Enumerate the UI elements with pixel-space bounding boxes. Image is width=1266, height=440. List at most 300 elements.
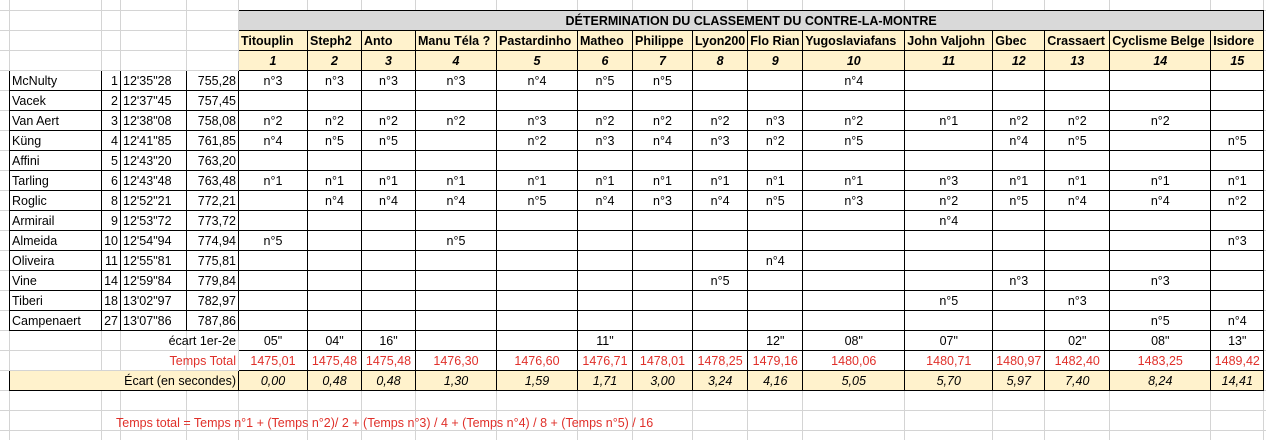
participant-name[interactable]: Yugoslaviafans (803, 31, 905, 51)
pick-cell[interactable] (633, 251, 693, 271)
pick-cell[interactable] (748, 231, 803, 251)
pick-cell[interactable]: n°3 (308, 71, 362, 91)
ecart-secondes-value[interactable]: 1,71 (578, 371, 633, 391)
rider-time[interactable]: 12'52"21 (121, 191, 187, 211)
pick-cell[interactable] (1045, 151, 1110, 171)
pick-cell[interactable]: n°5 (362, 131, 416, 151)
ecart-1er-2e-value[interactable]: 11" (578, 331, 633, 351)
participant-number[interactable]: 10 (803, 51, 905, 71)
pick-cell[interactable] (1045, 71, 1110, 91)
pick-cell[interactable] (1110, 251, 1211, 271)
rider-name[interactable]: Affini (10, 151, 102, 171)
rider-time[interactable]: 12'38"08 (121, 111, 187, 131)
pick-cell[interactable] (497, 251, 578, 271)
participant-name[interactable]: Manu Téla ? (416, 31, 497, 51)
pick-cell[interactable] (748, 211, 803, 231)
pick-cell[interactable]: n°5 (905, 291, 993, 311)
temps-total-value[interactable]: 1480,97 (993, 351, 1045, 371)
ecart-1er-2e-value[interactable]: 13" (1211, 331, 1264, 351)
temps-total-value[interactable]: 1476,60 (497, 351, 578, 371)
pick-cell[interactable]: n°5 (497, 191, 578, 211)
pick-cell[interactable] (497, 151, 578, 171)
pick-cell[interactable] (803, 291, 905, 311)
pick-cell[interactable]: n°3 (578, 131, 633, 151)
pick-cell[interactable]: n°4 (905, 211, 993, 231)
pick-cell[interactable] (1110, 91, 1211, 111)
participant-number[interactable]: 4 (416, 51, 497, 71)
pick-cell[interactable] (803, 91, 905, 111)
pick-cell[interactable] (1045, 271, 1110, 291)
pick-cell[interactable]: n°3 (1211, 231, 1264, 251)
pick-cell[interactable] (362, 91, 416, 111)
pick-cell[interactable] (905, 251, 993, 271)
pick-cell[interactable] (578, 291, 633, 311)
pick-cell[interactable] (993, 151, 1045, 171)
pick-cell[interactable]: n°5 (308, 131, 362, 151)
temps-total-value[interactable]: 1475,48 (308, 351, 362, 371)
temps-total-value[interactable]: 1489,42 (1211, 351, 1264, 371)
ecart-1er-2e-value[interactable]: 08" (1110, 331, 1211, 351)
pick-cell[interactable]: n°1 (748, 171, 803, 191)
pick-cell[interactable]: n°5 (633, 71, 693, 91)
pick-cell[interactable]: n°3 (803, 191, 905, 211)
rider-rank[interactable]: 18 (102, 291, 121, 311)
pick-cell[interactable]: n°3 (497, 111, 578, 131)
rider-seconds[interactable]: 779,84 (187, 271, 239, 291)
ecart-1er-2e-value[interactable] (416, 331, 497, 351)
rider-time[interactable]: 12'43"48 (121, 171, 187, 191)
pick-cell[interactable] (633, 211, 693, 231)
rider-time[interactable]: 12'55"81 (121, 251, 187, 271)
pick-cell[interactable] (362, 251, 416, 271)
rider-seconds[interactable]: 775,81 (187, 251, 239, 271)
pick-cell[interactable] (803, 151, 905, 171)
pick-cell[interactable] (905, 131, 993, 151)
pick-cell[interactable]: n°2 (1211, 191, 1264, 211)
pick-cell[interactable]: n°4 (803, 71, 905, 91)
pick-cell[interactable]: n°1 (1211, 171, 1264, 191)
ecart-secondes-value[interactable]: 5,70 (905, 371, 993, 391)
pick-cell[interactable] (497, 311, 578, 331)
pick-cell[interactable] (362, 271, 416, 291)
pick-cell[interactable] (693, 291, 748, 311)
rider-seconds[interactable]: 774,94 (187, 231, 239, 251)
pick-cell[interactable] (578, 311, 633, 331)
pick-cell[interactable]: n°5 (239, 231, 308, 251)
pick-cell[interactable] (905, 151, 993, 171)
pick-cell[interactable]: n°1 (497, 171, 578, 191)
pick-cell[interactable] (693, 151, 748, 171)
participant-name[interactable]: Flo Rian (748, 31, 803, 51)
pick-cell[interactable]: n°4 (362, 191, 416, 211)
pick-cell[interactable]: n°2 (362, 111, 416, 131)
participant-number[interactable]: 14 (1110, 51, 1211, 71)
temps-total-value[interactable]: 1478,01 (633, 351, 693, 371)
temps-total-value[interactable]: 1475,48 (362, 351, 416, 371)
participant-name[interactable]: Anto (362, 31, 416, 51)
pick-cell[interactable] (1211, 271, 1264, 291)
pick-cell[interactable] (748, 291, 803, 311)
pick-cell[interactable]: n°3 (239, 71, 308, 91)
pick-cell[interactable] (993, 91, 1045, 111)
participant-name[interactable]: Gbec (993, 31, 1045, 51)
pick-cell[interactable]: n°3 (416, 71, 497, 91)
rider-name[interactable]: Armirail (10, 211, 102, 231)
sheet-title[interactable]: DÉTERMINATION DU CLASSEMENT DU CONTRE-LA-MONTRE (239, 11, 1264, 31)
pick-cell[interactable]: n°4 (1110, 191, 1211, 211)
pick-cell[interactable] (748, 91, 803, 111)
ecart-secondes-value[interactable]: 14,41 (1211, 371, 1264, 391)
pick-cell[interactable] (1110, 131, 1211, 151)
pick-cell[interactable] (633, 151, 693, 171)
rider-rank[interactable]: 4 (102, 131, 121, 151)
rider-seconds[interactable]: 755,28 (187, 71, 239, 91)
pick-cell[interactable]: n°4 (1045, 191, 1110, 211)
pick-cell[interactable]: n°5 (803, 131, 905, 151)
pick-cell[interactable] (633, 271, 693, 291)
pick-cell[interactable] (362, 151, 416, 171)
participant-number[interactable]: 11 (905, 51, 993, 71)
pick-cell[interactable] (803, 231, 905, 251)
pick-cell[interactable] (1110, 231, 1211, 251)
pick-cell[interactable] (905, 91, 993, 111)
pick-cell[interactable] (1110, 291, 1211, 311)
pick-cell[interactable]: n°5 (1045, 131, 1110, 151)
pick-cell[interactable]: n°3 (633, 191, 693, 211)
pick-cell[interactable]: n°5 (578, 71, 633, 91)
rider-seconds[interactable]: 772,21 (187, 191, 239, 211)
pick-cell[interactable]: n°2 (905, 191, 993, 211)
ecart-secondes-value[interactable]: 1,59 (497, 371, 578, 391)
participant-name[interactable]: Lyon200 (693, 31, 748, 51)
ecart-secondes-value[interactable]: 4,16 (748, 371, 803, 391)
pick-cell[interactable] (1211, 251, 1264, 271)
pick-cell[interactable]: n°4 (497, 71, 578, 91)
participant-number[interactable]: 8 (693, 51, 748, 71)
rider-rank[interactable]: 3 (102, 111, 121, 131)
pick-cell[interactable] (633, 231, 693, 251)
pick-cell[interactable] (905, 71, 993, 91)
ecart-1er-2e-value[interactable]: 02" (1045, 331, 1110, 351)
pick-cell[interactable] (239, 191, 308, 211)
ecart-secondes-value[interactable]: 0,48 (362, 371, 416, 391)
rider-rank[interactable]: 11 (102, 251, 121, 271)
pick-cell[interactable] (497, 91, 578, 111)
ecart-1er-2e-value[interactable] (497, 331, 578, 351)
rider-time[interactable]: 12'59"84 (121, 271, 187, 291)
pick-cell[interactable] (578, 151, 633, 171)
pick-cell[interactable] (993, 291, 1045, 311)
pick-cell[interactable]: n°1 (308, 171, 362, 191)
pick-cell[interactable] (993, 251, 1045, 271)
pick-cell[interactable]: n°2 (308, 111, 362, 131)
ecart-1er-2e-value[interactable]: 07" (905, 331, 993, 351)
pick-cell[interactable]: n°2 (497, 131, 578, 151)
pick-cell[interactable] (416, 211, 497, 231)
pick-cell[interactable] (308, 91, 362, 111)
pick-cell[interactable] (1211, 211, 1264, 231)
temps-total-value[interactable]: 1476,30 (416, 351, 497, 371)
pick-cell[interactable] (1045, 211, 1110, 231)
participant-number[interactable]: 7 (633, 51, 693, 71)
participant-name[interactable]: John Valjohn (905, 31, 993, 51)
rider-name[interactable]: McNulty (10, 71, 102, 91)
rider-seconds[interactable]: 763,20 (187, 151, 239, 171)
rider-rank[interactable]: 6 (102, 171, 121, 191)
pick-cell[interactable]: n°5 (748, 191, 803, 211)
ecart-1er-2e-value[interactable]: 04" (308, 331, 362, 351)
participant-number[interactable]: 1 (239, 51, 308, 71)
ecart-secondes-value[interactable]: 3,24 (693, 371, 748, 391)
rider-rank[interactable]: 5 (102, 151, 121, 171)
pick-cell[interactable] (497, 271, 578, 291)
pick-cell[interactable]: n°1 (633, 171, 693, 191)
participant-name[interactable]: Steph2 (308, 31, 362, 51)
participant-number[interactable]: 2 (308, 51, 362, 71)
pick-cell[interactable]: n°1 (1045, 171, 1110, 191)
pick-cell[interactable] (693, 211, 748, 231)
pick-cell[interactable]: n°1 (1110, 171, 1211, 191)
ecart-1er-2e-value[interactable]: 16" (362, 331, 416, 351)
pick-cell[interactable] (578, 91, 633, 111)
participant-number[interactable]: 13 (1045, 51, 1110, 71)
ecart-1er-2e-value[interactable] (993, 331, 1045, 351)
participant-name[interactable]: Isidore (1211, 31, 1264, 51)
pick-cell[interactable] (993, 211, 1045, 231)
pick-cell[interactable]: n°3 (693, 131, 748, 151)
pick-cell[interactable]: n°3 (1110, 271, 1211, 291)
rider-time[interactable]: 12'53"72 (121, 211, 187, 231)
rider-rank[interactable]: 8 (102, 191, 121, 211)
pick-cell[interactable] (416, 291, 497, 311)
pick-cell[interactable]: n°1 (993, 171, 1045, 191)
rider-seconds[interactable]: 763,48 (187, 171, 239, 191)
pick-cell[interactable] (578, 271, 633, 291)
pick-cell[interactable] (1211, 291, 1264, 311)
pick-cell[interactable] (362, 211, 416, 231)
ecart-1er-2e-value[interactable] (693, 331, 748, 351)
pick-cell[interactable]: n°1 (803, 171, 905, 191)
pick-cell[interactable] (239, 271, 308, 291)
pick-cell[interactable]: n°3 (362, 71, 416, 91)
rider-time[interactable]: 12'54"94 (121, 231, 187, 251)
pick-cell[interactable] (497, 231, 578, 251)
ecart-1er-2e-value[interactable]: 12" (748, 331, 803, 351)
pick-cell[interactable]: n°5 (993, 191, 1045, 211)
rider-name[interactable]: Roglic (10, 191, 102, 211)
pick-cell[interactable] (633, 91, 693, 111)
pick-cell[interactable] (308, 311, 362, 331)
pick-cell[interactable]: n°2 (1110, 111, 1211, 131)
pick-cell[interactable]: n°4 (416, 191, 497, 211)
rider-rank[interactable]: 14 (102, 271, 121, 291)
pick-cell[interactable] (578, 211, 633, 231)
temps-total-value[interactable]: 1479,16 (748, 351, 803, 371)
ecart-1er-2e-value[interactable]: 05" (239, 331, 308, 351)
pick-cell[interactable]: n°5 (1110, 311, 1211, 331)
empty-cell[interactable] (10, 11, 239, 31)
pick-cell[interactable] (905, 271, 993, 291)
pick-cell[interactable] (993, 231, 1045, 251)
pick-cell[interactable]: n°2 (416, 111, 497, 131)
participant-name[interactable]: Titouplin (239, 31, 308, 51)
pick-cell[interactable] (416, 91, 497, 111)
rider-seconds[interactable]: 758,08 (187, 111, 239, 131)
ecart-secondes-value[interactable]: 3,00 (633, 371, 693, 391)
pick-cell[interactable] (748, 151, 803, 171)
ecart-secondes-label[interactable]: Écart (en secondes) (10, 371, 239, 391)
pick-cell[interactable]: n°1 (416, 171, 497, 191)
participant-number[interactable]: 15 (1211, 51, 1264, 71)
pick-cell[interactable] (308, 211, 362, 231)
pick-cell[interactable] (1045, 91, 1110, 111)
pick-cell[interactable]: n°5 (416, 231, 497, 251)
rider-seconds[interactable]: 782,97 (187, 291, 239, 311)
temps-total-value[interactable]: 1480,06 (803, 351, 905, 371)
pick-cell[interactable] (1211, 71, 1264, 91)
participant-name[interactable]: Philippe (633, 31, 693, 51)
rider-name[interactable]: Tiberi (10, 291, 102, 311)
pick-cell[interactable] (416, 131, 497, 151)
pick-cell[interactable] (693, 231, 748, 251)
pick-cell[interactable] (1211, 111, 1264, 131)
pick-cell[interactable] (308, 271, 362, 291)
pick-cell[interactable] (416, 271, 497, 291)
pick-cell[interactable]: n°5 (693, 271, 748, 291)
pick-cell[interactable]: n°1 (905, 111, 993, 131)
pick-cell[interactable] (748, 71, 803, 91)
pick-cell[interactable] (633, 311, 693, 331)
pick-cell[interactable]: n°1 (239, 171, 308, 191)
ecart-secondes-value[interactable]: 0,00 (239, 371, 308, 391)
rider-time[interactable]: 12'35"28 (121, 71, 187, 91)
pick-cell[interactable] (1110, 211, 1211, 231)
pick-cell[interactable] (803, 251, 905, 271)
temps-total-value[interactable]: 1475,01 (239, 351, 308, 371)
pick-cell[interactable]: n°2 (693, 111, 748, 131)
pick-cell[interactable] (803, 211, 905, 231)
rider-name[interactable]: Oliveira (10, 251, 102, 271)
rider-time[interactable]: 13'02"97 (121, 291, 187, 311)
pick-cell[interactable]: n°4 (748, 251, 803, 271)
pick-cell[interactable]: n°4 (239, 131, 308, 151)
pick-cell[interactable] (905, 231, 993, 251)
pick-cell[interactable] (239, 211, 308, 231)
rider-rank[interactable]: 9 (102, 211, 121, 231)
pick-cell[interactable] (416, 251, 497, 271)
ecart-1er-2e-label[interactable]: écart 1er-2e (168, 333, 236, 348)
rider-name[interactable]: Tarling (10, 171, 102, 191)
temps-total-value[interactable]: 1482,40 (1045, 351, 1110, 371)
rider-seconds[interactable]: 773,72 (187, 211, 239, 231)
pick-cell[interactable] (308, 251, 362, 271)
rider-rank[interactable]: 27 (102, 311, 121, 331)
pick-cell[interactable] (693, 311, 748, 331)
temps-total-value[interactable]: 1480,71 (905, 351, 993, 371)
pick-cell[interactable] (239, 311, 308, 331)
pick-cell[interactable]: n°4 (993, 131, 1045, 151)
participant-number[interactable]: 12 (993, 51, 1045, 71)
temps-total-value[interactable]: 1483,25 (1110, 351, 1211, 371)
participant-number[interactable]: 6 (578, 51, 633, 71)
pick-cell[interactable] (748, 271, 803, 291)
participant-number[interactable]: 5 (497, 51, 578, 71)
ecart-secondes-value[interactable]: 5,97 (993, 371, 1045, 391)
rider-name[interactable]: Van Aert (10, 111, 102, 131)
pick-cell[interactable] (416, 151, 497, 171)
empty-cell[interactable] (10, 31, 239, 51)
rider-name[interactable]: Almeida (10, 231, 102, 251)
pick-cell[interactable]: n°4 (693, 191, 748, 211)
pick-cell[interactable] (1211, 91, 1264, 111)
pick-cell[interactable]: n°1 (693, 171, 748, 191)
pick-cell[interactable] (803, 271, 905, 291)
participant-name[interactable]: Cyclisme Belge (1110, 31, 1211, 51)
pick-cell[interactable]: n°1 (578, 171, 633, 191)
pick-cell[interactable] (497, 291, 578, 311)
participant-name[interactable]: Matheo (578, 31, 633, 51)
pick-cell[interactable] (578, 251, 633, 271)
pick-cell[interactable]: n°2 (1045, 111, 1110, 131)
ecart-secondes-value[interactable]: 0,48 (308, 371, 362, 391)
temps-total-value[interactable]: 1478,25 (693, 351, 748, 371)
pick-cell[interactable] (416, 311, 497, 331)
pick-cell[interactable]: n°4 (633, 131, 693, 151)
pick-cell[interactable]: n°3 (905, 171, 993, 191)
rider-name[interactable]: Campenaert (10, 311, 102, 331)
rider-name[interactable]: Vine (10, 271, 102, 291)
pick-cell[interactable]: n°2 (993, 111, 1045, 131)
pick-cell[interactable]: n°4 (1211, 311, 1264, 331)
rider-seconds[interactable]: 761,85 (187, 131, 239, 151)
ecart-1er-2e-value[interactable]: 08" (803, 331, 905, 351)
ecart-secondes-value[interactable]: 7,40 (1045, 371, 1110, 391)
participant-name[interactable]: Crassaert (1045, 31, 1110, 51)
pick-cell[interactable] (693, 251, 748, 271)
pick-cell[interactable]: n°2 (633, 111, 693, 131)
pick-cell[interactable] (578, 231, 633, 251)
pick-cell[interactable]: n°4 (308, 191, 362, 211)
temps-total-value[interactable]: 1476,71 (578, 351, 633, 371)
pick-cell[interactable] (1110, 151, 1211, 171)
pick-cell[interactable] (803, 311, 905, 331)
pick-cell[interactable] (1045, 231, 1110, 251)
pick-cell[interactable] (1045, 311, 1110, 331)
pick-cell[interactable] (239, 251, 308, 271)
pick-cell[interactable] (993, 311, 1045, 331)
pick-cell[interactable] (905, 311, 993, 331)
ecart-1er-2e-value[interactable] (633, 331, 693, 351)
rider-time[interactable]: 12'37"45 (121, 91, 187, 111)
pick-cell[interactable] (308, 151, 362, 171)
rider-rank[interactable]: 2 (102, 91, 121, 111)
rider-rank[interactable]: 1 (102, 71, 121, 91)
ecart-secondes-value[interactable]: 1,30 (416, 371, 497, 391)
pick-cell[interactable]: n°3 (1045, 291, 1110, 311)
rider-time[interactable]: 12'41"85 (121, 131, 187, 151)
pick-cell[interactable] (633, 291, 693, 311)
rider-time[interactable]: 13'07"86 (121, 311, 187, 331)
pick-cell[interactable]: n°4 (578, 191, 633, 211)
pick-cell[interactable]: n°2 (803, 111, 905, 131)
pick-cell[interactable] (362, 231, 416, 251)
pick-cell[interactable] (693, 91, 748, 111)
pick-cell[interactable] (693, 71, 748, 91)
pick-cell[interactable] (497, 211, 578, 231)
participant-number[interactable]: 3 (362, 51, 416, 71)
rider-seconds[interactable]: 787,86 (187, 311, 239, 331)
rider-name[interactable]: Vacek (10, 91, 102, 111)
